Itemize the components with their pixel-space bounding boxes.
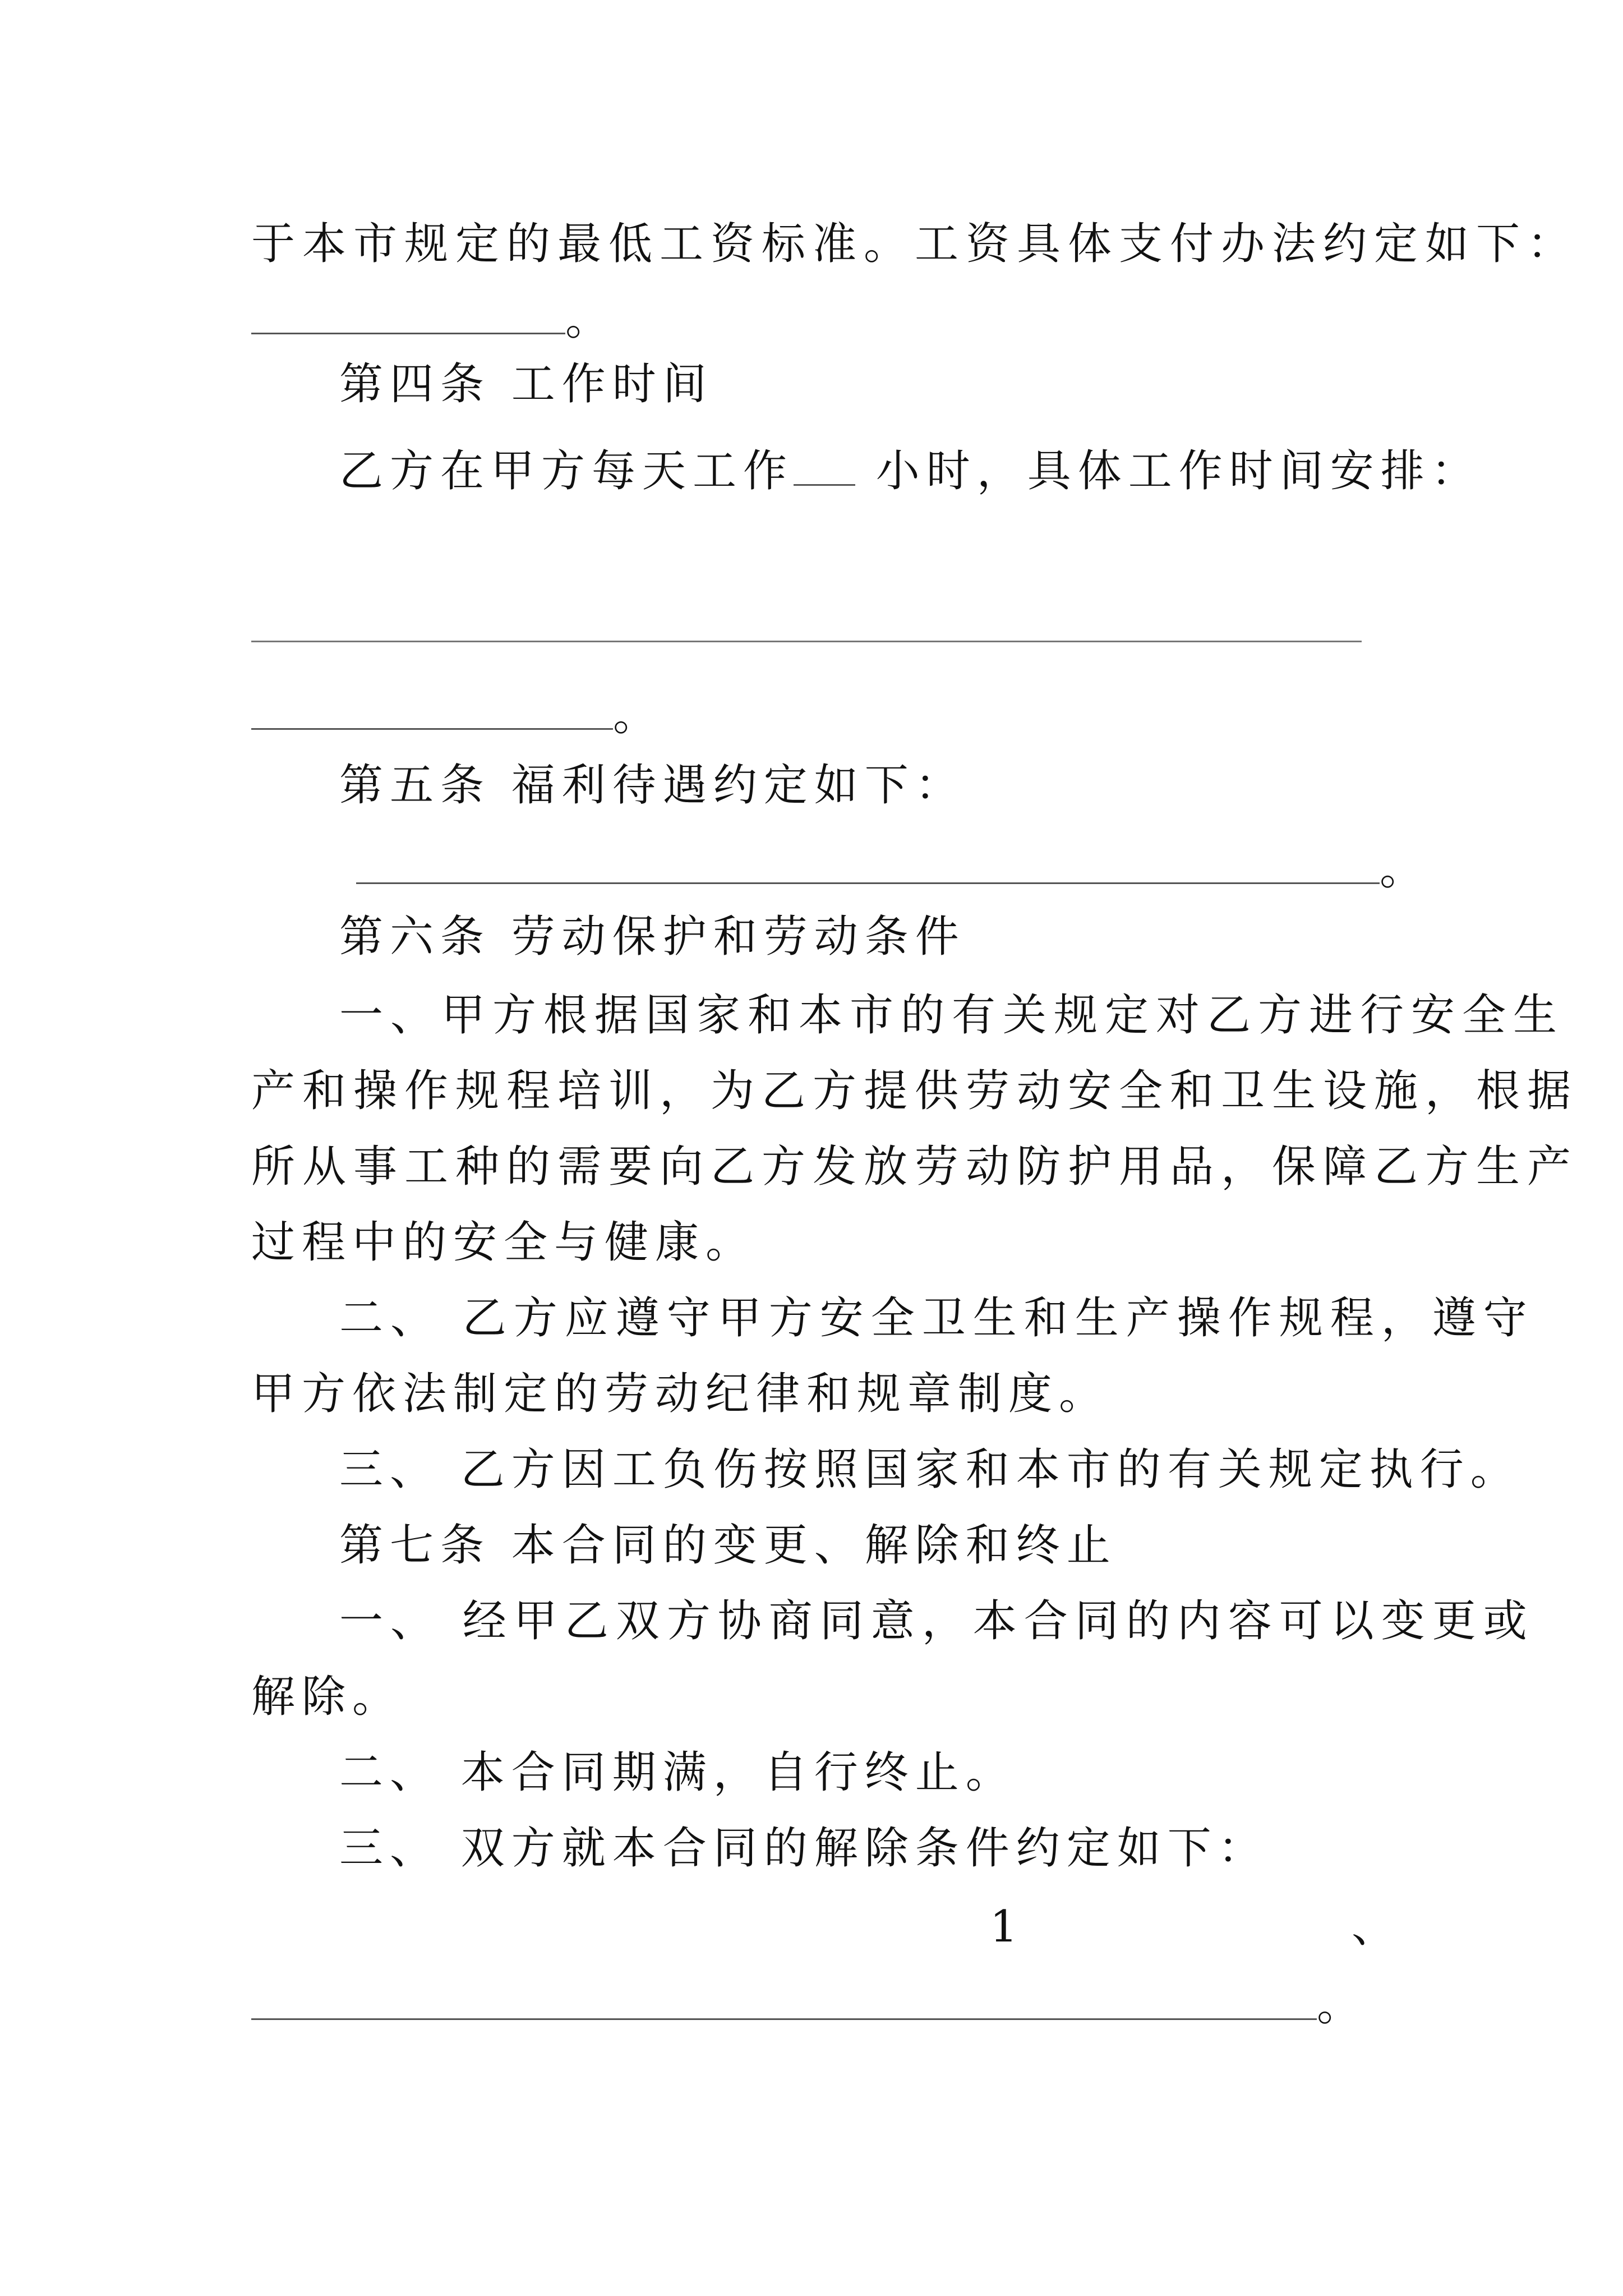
paragraph-line: 产和操作规程培训，为乙方提供劳动安全和卫生设施，根据 [251, 1066, 1579, 1116]
text-span: 乙方在甲方每天工作 [339, 446, 794, 496]
paragraph-line [251, 687, 663, 743]
fill-in-blank[interactable] [251, 1984, 1317, 2020]
paragraph-line [339, 443, 1482, 499]
paragraph-line [251, 292, 616, 348]
paragraph-line [251, 1977, 1367, 2033]
paragraph-line: 所从事工种的需要向乙方发放劳动防护用品，保障乙方生产 [251, 1142, 1579, 1192]
article-title: 第五条 福利待遇约定如下： [339, 760, 966, 811]
paragraph-line: 解除。 [251, 1672, 403, 1722]
fill-in-blank[interactable] [356, 848, 1380, 884]
paragraph-line: 二、 本合同期满，自行终止。 [339, 1747, 1016, 1798]
paragraph-line [356, 841, 1430, 898]
period: 。 [1380, 844, 1431, 895]
paragraph-line: 一、 经甲乙双方协商同意，本合同的内容可以变更或 [339, 1596, 1534, 1646]
paragraph-line: 二、 乙方应遵守甲方安全卫生和生产操作规程，遵守 [339, 1293, 1534, 1343]
period: 。 [565, 295, 616, 345]
text-line: 于本市规定的最低工资标准。工资具体支付办法约定如下： [251, 219, 1579, 269]
period: 。 [613, 690, 664, 740]
item-separator: 、 [1352, 1902, 1403, 1952]
paragraph-line: 甲方依法制定的劳动纪律和规章制度。 [251, 1369, 1110, 1419]
period: 。 [1317, 1980, 1368, 2031]
paragraph-line: 一、甲方根据国家和本市的有关规定对乙方进行安全生 [339, 990, 1565, 1041]
fill-in-blank[interactable] [251, 693, 613, 730]
item-number: 1 [990, 1902, 1018, 1952]
paragraph-line: 三、 双方就本合同的解除条件约定如下： [339, 1823, 1269, 1874]
fill-in-rule[interactable] [251, 641, 1362, 642]
article-title: 第六条 劳动保护和劳动条件 [339, 912, 966, 962]
paragraph-line: 三、 乙方因工负伤按照国家和本市的有关规定执行。 [339, 1444, 1521, 1495]
paragraph-line: 过程中的安全与健康。 [251, 1217, 757, 1268]
paragraph-line [251, 216, 1579, 272]
article-title: 第四条 工作时间 [339, 359, 713, 409]
text-span: 小时，具体工作时间安排： [855, 446, 1482, 496]
hours-blank[interactable] [794, 449, 855, 486]
fill-in-blank[interactable] [251, 298, 565, 334]
article-title: 第七条 本合同的变更、解除和终止 [339, 1520, 1117, 1571]
